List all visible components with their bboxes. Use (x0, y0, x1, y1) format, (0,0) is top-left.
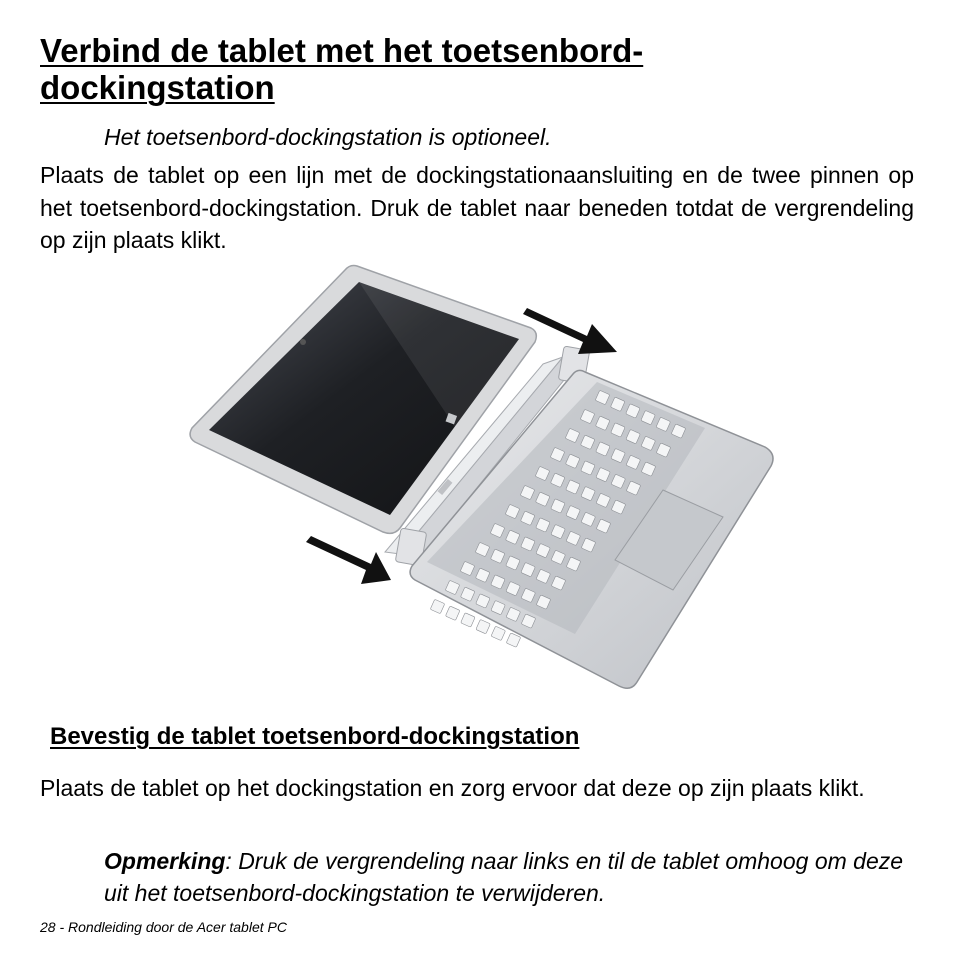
keyboard-key (430, 599, 445, 614)
page-footer: 28 - Rondleiding door de Acer tablet PC (40, 919, 287, 935)
removal-note (104, 845, 916, 909)
keyboard-key (491, 626, 506, 641)
keyboard-key (461, 613, 476, 628)
section-heading: Bevestig de tablet toetsenbord-dockingstation (50, 723, 580, 750)
paragraph-place-tablet: Plaats de tablet op het dockingstation en zorg ervoor dat deze op zijn plaats klikt. (40, 775, 865, 801)
note-text: : Druk de vergrendeling naar links en til de tablet omhoog om deze uit het toetsenbord-dockingstation te verwijderen. (104, 848, 904, 906)
arrow-bottom-left (306, 536, 391, 584)
tablet-docking-illustration (185, 262, 785, 697)
keyboard-key (506, 633, 521, 648)
optional-note: Het toetsenbord-dockingstation is optioneel. (104, 124, 552, 150)
page-heading: Verbind de tablet met het toetsenbord-dockingstation (40, 32, 644, 106)
keyboard-key (476, 619, 491, 634)
keyboard-key (445, 606, 460, 621)
paragraph-align-tablet: Plaats de tablet op een lijn met de dockingstationaansluiting en de twee pinnen op het toetsenbord-dockingstation. Druk de tablet naar beneden totdat de vergrendeling op zijn plaats klikt. (40, 162, 914, 253)
note-label: Opmerking (104, 848, 226, 874)
